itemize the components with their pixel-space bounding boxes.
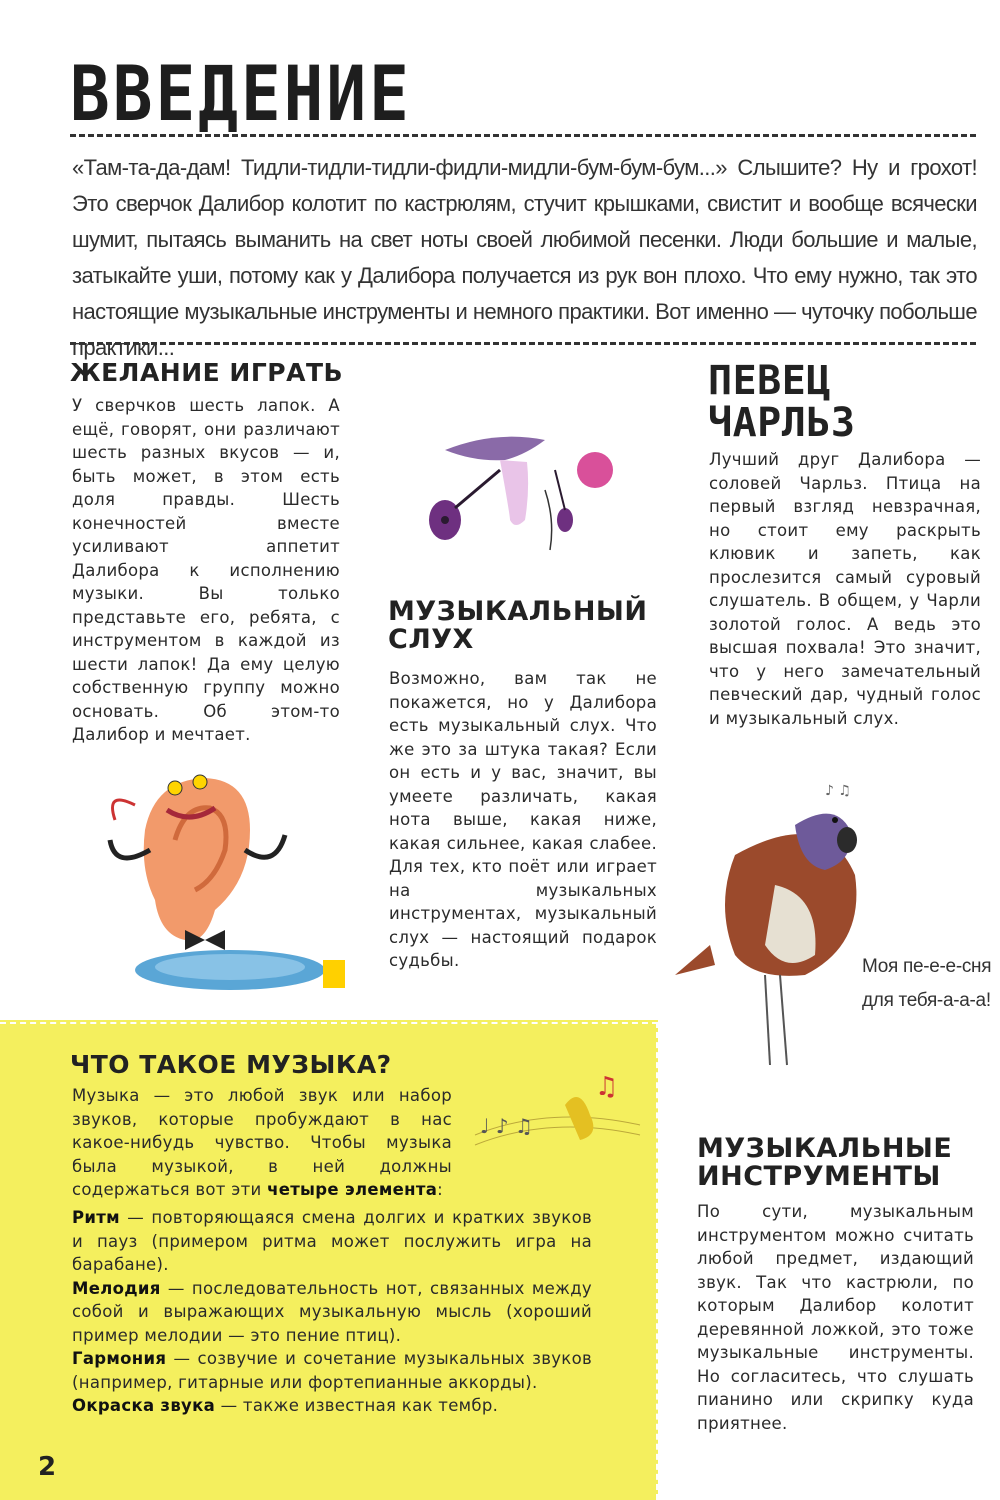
bird-song-line1: Моя пе-е-е-сня [862, 956, 992, 977]
bird-eye [832, 817, 838, 823]
small-guitar [557, 508, 573, 532]
term: Ритм [72, 1208, 120, 1227]
term: Окраска звука [72, 1396, 216, 1415]
guitar-illustration [415, 430, 640, 565]
music-intro: Музыка — это любой звук или набор звуков, которые пробуждают в нас какое-нибудь чувство. Чтобы музыка была музыкой, в ней должны содержаться вот эти [72, 1086, 452, 1199]
music-intro-end: : [437, 1180, 444, 1199]
body-shape [500, 460, 528, 525]
singer-heading-line1: ПЕВЕЦ [708, 358, 831, 404]
singer-heading-line2: ЧАРЛЬЗ [708, 400, 856, 446]
hair-shape [445, 437, 545, 461]
ear-text: Возможно, вам так не покажется, но у Далибора есть музыкальный слух. Что же это за штука такая? Если он есть и у вас, значит, вы умеете различать, какая нота выше, какая ниже, какая сильнее, какая слабее. Для тех, кто поёт или играет на музыкальных инструментах, музыкальный слух — настоящий подарок судьбы. [389, 669, 657, 970]
instruments-heading-line2: ИНСТРУМЕНТЫ [697, 1161, 941, 1193]
right-eye [193, 775, 207, 789]
small-guitar-neck [555, 470, 565, 510]
bird-song-line2: для тебя-а-а-а! [862, 990, 991, 1011]
ear-character-illustration [75, 770, 360, 1000]
divider-top [70, 134, 976, 137]
desire-text: У сверчков шесть лапок. А ещё, говорят, они различают шесть разных вкусов — и, быть может, в этом есть доля правды. Шесть конечностей вместе усиливают аппетит Далибора к исполнению музыки. Вы только представьте его, ребята, с инструментом в каждой из шести лапок! Да ему целую собственную группу можно основать. Об этом-то Далибор и мечтает. [72, 396, 340, 744]
instruments-heading [697, 1135, 952, 1192]
term: Мелодия [72, 1278, 161, 1298]
bird-leg-left [765, 975, 770, 1065]
bird-song [862, 950, 991, 1018]
cup [323, 960, 345, 988]
desire-heading: ЖЕЛАНИЕ ИГРАТЬ [70, 358, 344, 387]
plate-inner [155, 954, 305, 980]
ear-heading [388, 598, 647, 655]
guitar-neck [455, 470, 500, 508]
singer-text: Лучший друг Далибора — соловей Чарльз. Птица на первый взгляд невзрачная, но стоит ему раскрыть клювик и запеть, как прослезится самый суровый слушатель. В общем, у Чарли золотой голос. А ведь это высшая похвала! Это значит, что у него замечательный певческий дар, чудный голос и музыкальный слух. [709, 450, 981, 728]
bird-tail [675, 945, 715, 975]
intro-text: «Там-та-да-дам! Тидли-тидли-тидли-фидли-мидли-бум-бум-бум...» Слышите? Ну и грохот! Это сверчок Далибор колотит по кастрюлям, стучит крышками, свистит и вообще всячески шумит, пытаясь выманить на свет ноты своей любимой песенки. Люди большие и малые, затыкайте уши, потому как у Далибора получается из рук вон плохо. Что ему нужно, так это настоящие музыкальные инструменты и немного практики. Вот именно — чуточку побольше практики... [72, 155, 977, 360]
arm-right [245, 835, 285, 857]
music-sparkles: ♪ ♫ [825, 783, 851, 799]
page-title: ВВЕДЕНИЕ [70, 50, 412, 139]
pink-pompom [577, 452, 613, 488]
ear-shape [144, 778, 250, 941]
page-number: 2 [38, 1452, 57, 1482]
guitar-hole [441, 516, 449, 524]
top-notes: ♫ [595, 1072, 619, 1102]
ear-heading-line1: МУЗЫКАЛЬНЫЙ [388, 596, 648, 627]
definition: — также известная как тембр. [215, 1396, 499, 1415]
definition: — последовательность нот, связанных между собой и выражающих музыкальную мысль (хороший пример мелодии — это пение птиц). [72, 1278, 592, 1345]
whistle [113, 800, 136, 820]
music-info-heading: ЧТО ТАКОЕ МУЗЫКА? [70, 1050, 392, 1079]
term: Гармония [72, 1349, 167, 1368]
microphone [837, 827, 857, 853]
divider-bottom [70, 342, 976, 345]
bow-tie [185, 930, 225, 950]
definition: — повторяющаяся смена долгих и кратких звуков и пауз (примером ритма может послужить игра на барабане). [72, 1208, 592, 1274]
singer-heading [708, 360, 856, 444]
music-intro-bold: четыре элемента [267, 1180, 438, 1199]
left-eye [168, 781, 182, 795]
nightingale-illustration [675, 775, 900, 1070]
music-info-box-border [0, 1022, 658, 1500]
note-glyphs: ♩ ♪ ♫ [480, 1114, 533, 1138]
bird-leg-right [780, 975, 787, 1065]
leg-line [545, 490, 552, 550]
definition: — созвучие и сочетание музыкальных звуков (например, гитарные или фортепианные аккорды). [72, 1349, 592, 1392]
ear-heading-line2: СЛУХ [388, 624, 474, 656]
instruments-text: По сути, музыкальным инструментом можно считать любой предмет, издающий звук. Так что кастрюли, по которым Далибор колотит деревянной ложкой, это тоже музыкальные инструменты. Но согласитесь, что слушать пианино или скрипку куда приятнее. [697, 1202, 974, 1433]
instruments-heading-line1: МУЗЫКАЛЬНЫЕ [697, 1133, 953, 1164]
